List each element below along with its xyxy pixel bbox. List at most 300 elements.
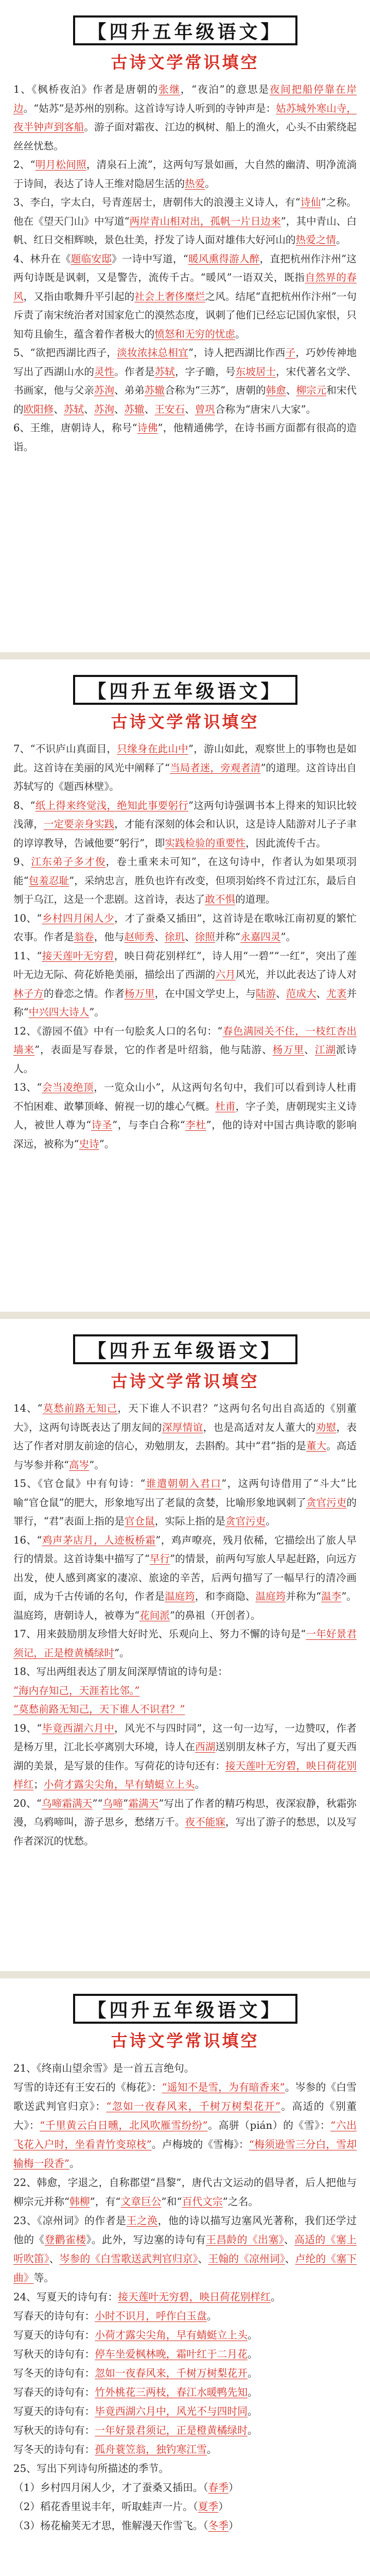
question-text: 、 (185, 931, 195, 943)
fill-blank-item (12, 80, 358, 156)
question-text: 。 (206, 2310, 217, 2322)
question-text: 。 (248, 2405, 258, 2417)
answer-text: 西湖 (195, 1741, 216, 1753)
answer-text: 杨万里 (124, 987, 155, 999)
fill-blank-item (12, 250, 358, 344)
card-subtitle: 古诗文学常识填空 (111, 712, 259, 732)
question-text: ”“ (92, 1797, 103, 1809)
question-text: 14、“ (13, 1402, 43, 1414)
question-text: ”的情景，前两句写旅人早起赶路，向远方出发，使人感到离家的凄凉、旅途的辛苦，后两句描写了一幅早行的清冷画面，成为千古传诵的名句，作者是 (13, 1553, 357, 1602)
answer-text: 杨万里 (272, 1044, 305, 1056)
answer-text: “梅须逊雪三分白，雪却输梅一段香” (13, 2139, 357, 2170)
card-title: 【四升五年级语文】 (73, 1994, 297, 2024)
fill-blank-item (12, 1794, 358, 1851)
answer-text: 徐玑 (164, 931, 185, 943)
answer-text: 暖风熏得游人醉 (188, 252, 260, 265)
question-text: ”这两句诗强调书本上得来的知识比较浅薄， (13, 799, 357, 830)
question-text: ，也是高适对友人董大的 (203, 1421, 316, 1433)
fill-blank-item (12, 2211, 358, 2287)
question-text: ，天下谁人不识君？”这两句名句出自高适的《别董大》，这两句诗既表达了朋友间的 (13, 1402, 357, 1433)
fill-blank-item (12, 344, 358, 419)
question-text: 、 (286, 384, 296, 396)
question-text: ”，鸡声嘹亮，残月依稀，它描绘出了旅人早行的情景。这首诗集中描写了“ (13, 1534, 357, 1565)
answer-text: 百代文宗 (182, 2196, 223, 2208)
answer-text: 乡村四月闲人少 (42, 912, 115, 924)
question-text: （3）杨花榆荚无才思，惟解漫天作雪飞。（ (13, 2520, 208, 2532)
question-text: ，他与 (94, 931, 125, 943)
fill-blank-item (12, 796, 358, 853)
answer-text: 林子方 (13, 987, 44, 999)
question-text: 、 (304, 1044, 315, 1056)
answer-text: 六月 (215, 969, 236, 980)
question-text: ，“夜泊”的意思是 (180, 83, 270, 95)
question-text: 22、韩愈，字退之，自称郡望“昌黎”，唐代古文运动的倡导者，后人把他与柳宗元并称“ (13, 2177, 357, 2208)
fill-blank-item (12, 2402, 358, 2421)
answer-text: 岑参的《白雪歌送武判官归京》 (59, 2253, 198, 2265)
question-text: 》。此外，写边塞的诗句有 (86, 2234, 206, 2246)
answer-text: 小荷才露尖尖角，早有蜻蜓立上头 (95, 2329, 248, 2341)
question-text: 。 (69, 2158, 80, 2170)
question-text: ，表达了作者对朋友前途的信心，劝勉朋友，去斟酌。其中“君”指的是 (13, 1421, 357, 1452)
question-text: 之风。结尾“直把杭州作汴州”一句斥责了南宋统治者对国家危亡的漠然态度，讽刺了他们已经忘记国仇家恨，只知苟且偷生，蕴含着作者极大的 (13, 290, 357, 340)
question-text: ”，他的诗对中国古典诗歌的影响深远，被称为“ (13, 1119, 357, 1150)
question-text: ”，表面是写春景，它的作者是叶绍翁，他与陆游、 (34, 1044, 273, 1056)
question-text: 。 (248, 2367, 258, 2379)
answer-text: 官仓鼠 (124, 1515, 155, 1527)
question-text: 10、“ (13, 912, 42, 924)
question-text: ”之称。他在《望天门山》中写道“ (13, 196, 357, 227)
answer-text: 贪官污吏 (306, 1496, 347, 1509)
question-text: 、 (154, 931, 165, 943)
answer-text: 竹外桃花三两枝，春江水暖鸭先知 (95, 2386, 248, 2398)
fill-blank-item (12, 2059, 358, 2078)
question-text: 。高骈（pián）的《雪》： (207, 2120, 331, 2131)
answer-text: 夜间把船停靠在岸边 (13, 83, 357, 114)
question-text: ，因此流传千古。 (245, 837, 326, 849)
question-text: 12、《游园不值》中有一句脍炙人口的名句：“ (13, 1025, 223, 1037)
question-text: 写春天的诗句有： (13, 2386, 95, 2398)
question-text: 和宋代的 (13, 384, 357, 415)
question-text: 并称为“ (286, 1590, 322, 1602)
card-subtitle: 古诗文学常识填空 (111, 1371, 259, 1391)
question-text: ”。温庭筠，唐朝诗人，被尊为“ (13, 1590, 357, 1621)
answer-text: 莫愁前路无知己 (42, 1402, 118, 1414)
question-text: 、 (198, 2253, 208, 2265)
card-page-1 (0, 0, 370, 659)
question-text: （1）乡村四月闲人少，才了蚕桑又插田。（ (13, 2482, 208, 2494)
question-text: 的罪行，“君”表面上指的是 (13, 1496, 357, 1527)
answer-text: 韩愈 (266, 384, 286, 396)
answer-text: 谁遣朝朝入君口 (145, 1478, 222, 1489)
answer-text: 王昌龄的《出塞》 (206, 2234, 284, 2246)
answer-text: 李杜 (185, 1119, 206, 1131)
answer-text: 苏辙 (124, 403, 145, 415)
fill-blank-item (12, 2364, 358, 2383)
question-text: 7、“不识庐山真面目， (13, 743, 117, 755)
answer-text: 早行 (149, 1553, 170, 1565)
question-text: 17、用来鼓励朋友珍惜大好时光、乐观向上、努力不懈的诗句是“ (13, 1628, 306, 1640)
answer-text: 贪官污吏 (225, 1515, 266, 1527)
fill-blank-item (12, 193, 358, 250)
question-text: 写雪的诗还有王安石的《梅花》： (13, 2081, 162, 2093)
question-text: 、 (49, 2253, 60, 2265)
answer-text: 史诗 (79, 1138, 99, 1150)
fill-blank-item (12, 1022, 358, 1079)
question-text: ，才了蚕桑又插田”，这首诗是在歌咏江南初夏的繁忙农事。作者是 (13, 912, 357, 943)
answer-text: 冬季 (208, 2520, 229, 2532)
question-text: 合称为“三苏”，唐朝的 (165, 384, 266, 396)
question-text: 等。 (33, 2272, 55, 2284)
answer-text: 自然界的春风 (13, 272, 357, 302)
question-text: 9、 (13, 856, 31, 868)
fill-blank-item (12, 419, 358, 456)
question-text: 2、“ (13, 159, 36, 171)
answer-text: 接天莲叶无穷碧，映日荷花别样红 (13, 1759, 357, 1790)
answer-text: 夜不能寐 (185, 1816, 225, 1828)
question-text: ，在中国文学史上，与 (154, 987, 256, 999)
question-text: ，宋代著名文学、书画家，他与父亲 (13, 365, 357, 396)
answer-text: 一年好景君须记，正是橙黄橘绿时 (95, 2425, 248, 2436)
answer-text: 一年好景君须记，正是橙黄橘绿时 (13, 1628, 357, 1659)
question-text: 写秋天的诗句有： (13, 2425, 95, 2436)
answer-text: 江湖 (314, 1044, 336, 1056)
answer-text: 社会上奢侈糜烂 (134, 290, 205, 302)
question-text: ”和“ (161, 2196, 182, 2208)
card-page-2 (0, 659, 370, 1319)
question-text: ”比喻“官仓鼠”的肥大，形象地写出了老鼠的贪婪，比喻形象地讽刺了 (13, 1478, 357, 1509)
answer-text: 王翰的《凉州词》 (208, 2253, 285, 2265)
question-text: ； (33, 1778, 44, 1790)
answer-text: 曾巩 (195, 403, 215, 415)
question-text: 。 (266, 1515, 276, 1527)
fill-blank-item (12, 2078, 358, 2173)
question-text: ”，诗人把西湖比作西 (188, 347, 286, 359)
answer-text: 姑苏城外寒山寺，夜半钟声到客船 (13, 102, 357, 133)
answer-text: 乌啼霜满天 (41, 1797, 93, 1809)
question-text: ，字子瞻，号 (174, 365, 236, 378)
question-text: 。 (336, 234, 346, 246)
question-text: ，巧妙传神地写出了西湖山水的 (13, 347, 357, 378)
answer-text: 春色满园关不住，一枝红杏出墙来 (13, 1025, 357, 1056)
question-text: ”，他精通佛学，在诗书画方面都有很高的造诣。 (13, 422, 357, 453)
answer-text: 温李 (321, 1590, 342, 1602)
question-text: ”的道理。这首诗出自苏轼写的《题西林壁》。 (13, 761, 357, 792)
question-text: 、 (54, 403, 64, 415)
answer-text: 实践检验的重要性 (165, 837, 246, 849)
question-text: 、 (284, 2234, 295, 2246)
question-text: ”。 (89, 1006, 104, 1018)
answer-text: 接天莲叶无穷碧，映日荷花别样红 (118, 2291, 271, 2303)
card-title: 【四升五年级语文】 (73, 675, 297, 705)
question-text: 。作者是 (114, 365, 155, 378)
fill-blank-item (12, 2459, 358, 2478)
fill-blank-item (12, 1399, 358, 1475)
answer-text: 花间派 (139, 1609, 170, 1621)
card-subtitle: 古诗文学常识填空 (111, 2031, 259, 2050)
answer-text: 高岑 (69, 1459, 90, 1471)
answer-text: 题临安邸 (71, 252, 112, 265)
fill-blank-item (12, 2345, 358, 2364)
question-text: 、 (285, 2253, 295, 2265)
question-text: ”，其中青山、白帆、红日交相辉映，景色壮美，抒发了诗人面对雄伟大好河山的 (13, 215, 357, 246)
fill-blank-item (12, 1078, 358, 1154)
question-text: 。 (206, 2444, 217, 2455)
question-text: 的眷恋之情。作者 (43, 987, 125, 999)
question-text: ”，与李白合称“ (112, 1119, 185, 1131)
answer-text: 当局者迷，旁观者清 (170, 761, 261, 774)
fill-blank-item (12, 2326, 358, 2345)
question-text: 、 (276, 987, 286, 999)
card-title: 【四升五年级语文】 (73, 1334, 297, 1364)
answer-text: 淡妆浓抹总相宜 (117, 347, 188, 359)
answer-text: “忽如一夜春风来，千树万树梨花开” (106, 2100, 281, 2112)
question-text: ”。 (114, 1647, 130, 1659)
answer-text: 苏轼 (63, 403, 84, 415)
answer-text: 深厚情谊 (162, 1421, 203, 1433)
answer-text: 接天莲叶无穷碧 (42, 950, 114, 962)
answer-text: 温庭筠 (255, 1590, 286, 1602)
question-text: ，卷土重来未可知”，在这句诗中，作者认为如果项羽能“ (13, 856, 357, 887)
question-text: 、 (316, 987, 327, 999)
question-text: 写冬天的诗句有： (13, 2444, 95, 2455)
answer-text: 霜满天 (128, 1797, 159, 1809)
question-text: （2）稻花香里说丰年，听取蛙声一片。（ (13, 2501, 198, 2513)
fill-blank-item (12, 1625, 358, 1663)
question-text: 5、“欲把西湖比西子， (13, 347, 117, 359)
answer-text: 子 (285, 347, 296, 359)
card-subtitle: 古诗文学常识填空 (111, 53, 259, 72)
answer-text: 范成大 (286, 987, 316, 999)
item-list (12, 2059, 358, 2535)
answer-text: 一定要亲身实践 (43, 818, 115, 830)
answer-text: 尤袤 (326, 987, 347, 999)
question-text: 。 (248, 2386, 258, 2398)
question-text: 并称“ (13, 987, 357, 1018)
question-text: 、 (114, 403, 125, 415)
answer-text: 热爱 (185, 177, 205, 190)
question-text: ，直把杭州作汴州”这两句诗既是讽刺，又是警告，流传千古。“暖风”一语双关，既指 (13, 252, 357, 283)
question-text: 。 (248, 2329, 258, 2341)
answer-text: 杜甫 (215, 1100, 236, 1112)
answer-text: 诗圣 (91, 1119, 113, 1131)
answer-text: 灵性 (94, 365, 115, 378)
question-text: 写夏天的诗句有： (13, 2405, 95, 2417)
question-text: 风光，并以此表达了诗人对 (235, 969, 357, 980)
fill-blank-item (12, 947, 358, 1022)
answer-text: 韩柳 (69, 2196, 90, 2208)
question-text: 合称为“唐宋八大家”。 (215, 403, 316, 415)
answer-text: 热爱之情 (295, 234, 336, 246)
answer-text: 敢不惧 (205, 893, 236, 905)
answer-text: 翁卷 (74, 931, 94, 943)
answer-text: 赵师秀 (124, 931, 155, 943)
fill-blank-item (12, 2287, 358, 2307)
question-text: ，又指由歌舞升平引起的 (23, 290, 135, 302)
question-text: 。 (270, 2291, 281, 2303)
question-text: 写冬天的诗句有： (13, 2367, 95, 2379)
answer-text: 陆游 (255, 987, 276, 999)
question-text: ”，这两句诗借用了“斗大 (221, 1478, 341, 1489)
question-text: ”。 (280, 931, 296, 943)
answer-text: 毕竟西湖六月中 (42, 1722, 115, 1734)
question-text: 。游子面对霜夜、江边的枫树、船上的渔火，心头不由萦绕起丝丝忧愁。 (13, 121, 357, 152)
answer-text: 苏辙 (144, 384, 165, 396)
answer-text: 王安石 (154, 403, 185, 415)
item-list (12, 740, 358, 1154)
question-text: 11、“ (13, 950, 42, 962)
question-text: 19、“ (13, 1722, 42, 1734)
question-text: ”。 (89, 1459, 104, 1471)
fill-blank-item (12, 2497, 358, 2516)
answer-text: 包羞忍耻 (28, 874, 69, 887)
answer-text: 鸡声茅店月，人迹板桥霜 (42, 1534, 156, 1546)
answer-text: 温庭筠 (165, 1590, 195, 1602)
fill-blank-item (12, 2440, 358, 2459)
fill-blank-item (12, 2516, 358, 2535)
answer-text: 江东弟子多才俊 (31, 856, 106, 868)
question-text: ，一览众山小”，从这两句名句中，我们可以看到诗人杜甫不怕困难、敢攀顶峰、俯视一切的雄心气概。 (13, 1081, 357, 1112)
card-page-4 (0, 1978, 370, 2576)
question-text: 》一诗中写道，“ (112, 252, 188, 265)
answer-text: 卢纶的《塞下曲》 (13, 2253, 357, 2284)
fill-blank-item (12, 909, 358, 947)
fill-blank-item (12, 740, 358, 796)
answer-text: “莫愁前路无知己，天下谁人不识君？” (13, 1703, 185, 1715)
question-text: ） (228, 2482, 239, 2494)
question-text: 写秋天的诗句有： (13, 2348, 95, 2360)
answer-text: 愤怒和无穷的忧虑 (154, 328, 236, 340)
answer-text: 欧阳修 (23, 403, 54, 415)
answer-text: 苏洵 (94, 403, 114, 415)
answer-text: 东坡居士 (235, 365, 276, 378)
question-text: ”，游山如此，观察世上的事物也是如此。这首诗在美丽的风光中阐释了“ (13, 743, 357, 774)
question-text: 。“姑苏”是苏州的别称。这首诗写诗人听到的寺钟声是： (23, 102, 276, 114)
answer-text: 永嘉四灵 (240, 931, 281, 943)
fill-blank-item (12, 1531, 358, 1625)
answer-text: 张继 (158, 83, 181, 95)
question-text: 写夏天的诗句有： (13, 2329, 95, 2341)
question-text: 15、《官仓鼠》中有句诗：“ (13, 1478, 146, 1489)
question-text: 写春天的诗句有： (13, 2310, 95, 2322)
question-text: ”的鼻祖（开创者）。 (169, 1609, 261, 1621)
fill-blank-item (12, 1719, 358, 1794)
question-text: 。高适的《别董大》： (13, 2100, 357, 2131)
answer-text: “千里黄云白日曛，北风吹雁雪纷纷” (40, 2120, 208, 2131)
answer-text: 王之涣 (126, 2215, 158, 2227)
question-text: 。 (205, 177, 215, 190)
card-title: 【四升五年级语文】 (73, 15, 297, 45)
question-text: ） (228, 2520, 239, 2532)
card-page-3 (0, 1319, 370, 1978)
question-text: 23、《凉州词》的作者是 (13, 2215, 127, 2227)
question-text: 、 (185, 403, 195, 415)
question-text: ” (123, 1797, 129, 1809)
question-text: 24、写夏天的诗句有： (13, 2291, 118, 2303)
question-text: ，风光不与四时同”，这一句一边写，一边赞叹，作者是杨万里，江北长亭离别大环境，诗人在 (13, 1722, 357, 1753)
item-list (12, 80, 358, 456)
answer-text: 孤舟蓑笠翁，独钓寒江雪 (95, 2444, 207, 2455)
answer-text: 停车坐爱枫林晚，霜叶红于二月花 (95, 2348, 248, 2360)
answer-text: 毕竟西湖六月中，风光不与四时同 (95, 2405, 248, 2417)
answer-text: 明月松间照 (35, 159, 86, 171)
answer-text: 文章巨公 (120, 2196, 162, 2208)
question-text: 。 (235, 328, 245, 340)
answer-text: 董大 (306, 1440, 327, 1452)
question-text: 18、写出两组表达了朋友间深厚情谊的诗句是： (13, 1666, 228, 1677)
fill-blank-item (12, 1700, 358, 1719)
answer-text: 纸上得来终觉浅，绝知此事要躬行 (35, 799, 188, 811)
fill-blank-item (12, 2307, 358, 2326)
question-text: 派诗人。 (13, 1044, 357, 1075)
fill-blank-item (12, 853, 358, 909)
question-text: ，清泉石上流”，这两句写景如画，大自然的幽清、明净流淌于诗间，表达了诗人王维对隐居生活的 (13, 159, 357, 190)
answer-text: 诗仙 (300, 196, 321, 208)
question-text: ） (218, 2501, 229, 2513)
answer-text: 高适的《塞上听吹笛》 (13, 2234, 357, 2265)
answer-text: 乌啼 (102, 1797, 124, 1809)
answer-text: 劝慰 (315, 1421, 337, 1433)
answer-text: 小荷才露尖尖角，早有蜻蜓立上头 (43, 1778, 195, 1790)
answer-text: 小时不识月，呼作白玉盘 (95, 2310, 207, 2322)
answer-text: 徐照 (195, 931, 215, 943)
question-text: 并称“ (215, 931, 241, 943)
question-text: 。 (248, 2348, 258, 2360)
question-text: 3、李白，字太白，号青莲居士，唐朝伟大的浪漫主义诗人，有“ (13, 196, 301, 208)
answer-text: 苏轼 (154, 365, 175, 378)
question-text: ”，采纳忠言，胜负也许有改变，但项羽始终不肯过江东，最后自刎于乌江，这是一个悲剧。这首诗，表达了 (13, 874, 357, 905)
fill-blank-item (12, 156, 358, 193)
question-text: 4、林升在《 (13, 252, 71, 265)
question-text: ，他的诗以描写边塞风光著称，我们还学过他的《 (13, 2215, 357, 2246)
question-text: ”写出了作者的精巧构思，夜深寂静，秋霜弥漫，乌鸦啼叫，游子思乡，愁绪万千。 (13, 1797, 357, 1828)
answer-text: 登鹳雀楼 (44, 2234, 86, 2246)
question-text: 、弟弟 (114, 384, 145, 396)
question-text: ，映日荷花别样红”，诗人用“一碧”“一红”，突出了莲叶无边无际、荷花娇艳美丽，描绘出了西湖的 (13, 950, 357, 980)
answer-text: “遥知不是雪，为有暗香来” (162, 2081, 285, 2093)
item-list (12, 1399, 358, 1851)
question-text: ，和李商隐、 (195, 1590, 256, 1602)
question-text: ，写出了游子的愁思，以及写作者深沉的忧愁。 (13, 1816, 357, 1847)
question-text: 8、“ (13, 799, 36, 811)
answer-text: 会当凌绝顶 (42, 1081, 94, 1093)
answer-text: 苏洵 (94, 384, 115, 396)
answer-text: 中兴四大诗人 (28, 1006, 90, 1018)
fill-blank-item (12, 2421, 358, 2440)
question-text: 6、王维，唐朝诗人，称号“ (13, 422, 137, 434)
answer-text: 只缘身在此山中 (117, 743, 188, 755)
question-text: 20、“ (13, 1797, 42, 1809)
question-text: 1、《枫桥夜泊》作者是唐朝的 (13, 83, 159, 95)
question-text: ”之名。 (222, 2196, 259, 2208)
question-text: 的道理。 (235, 893, 276, 905)
fill-blank-item (12, 2383, 358, 2402)
answer-text: 两岸青山相对出，孤帆一片日边来 (129, 215, 281, 227)
question-text: ”。 (99, 1138, 115, 1150)
question-text: 。高适与岑参并称“ (13, 1440, 357, 1471)
question-text: ，字子美，唐朝现实主义诗人，被世人尊为“ (13, 1100, 357, 1131)
question-text: ，实际上指的是 (154, 1515, 225, 1527)
question-text: ，才能有深刻的体会和认识，这是诗人陆游对儿子子聿的谆谆教导，告诫他要“躬行”，即 (13, 818, 357, 849)
question-text: 。 (248, 2425, 258, 2436)
answer-text: 诗佛 (137, 422, 158, 434)
question-text: 、 (144, 403, 155, 415)
question-text: 、 (84, 403, 94, 415)
answer-text: 夏季 (198, 2501, 219, 2513)
question-text: 16、“ (13, 1534, 42, 1546)
answer-text: 春季 (208, 2482, 229, 2494)
question-text: 。岑参的《白雪歌送武判官归京》： (13, 2081, 357, 2112)
question-text: 。卢梅坡的《雪梅》： (151, 2139, 249, 2150)
